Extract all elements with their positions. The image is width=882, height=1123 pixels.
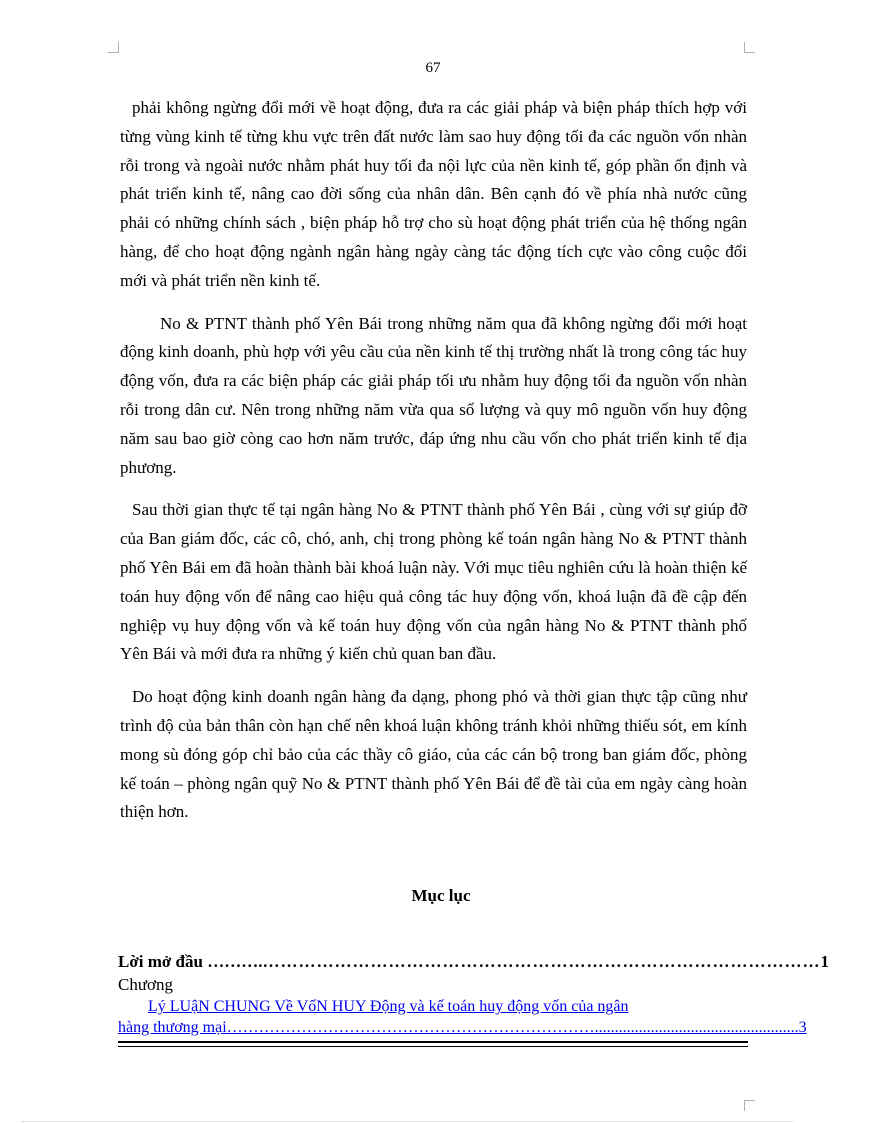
paragraph-2: No & PTNT thành phố Yên Bái trong những năm qua đã không ngừng đổi mới hoạt động kinh doanh, phù hợp với yêu cầu của nền kinh tế thị trường nhất là trong công tác huy động vốn, đưa ra các biện pháp các giải pháp tối ưu nhằm huy động tối đa nguồn vốn nhàn rỗi trong dân cư. Nên trong những năm vừa qua số lượng và quy mô nguồn vốn huy động năm sau bao giờ còng cao hơn năm trước, đáp ứng nhu cầu vốn cho phát triển kinh tế địa phương. <box>120 313 747 477</box>
paragraph-3: Sau thời gian thực tế tại ngân hàng No & PTNT thành phố Yên Bái , cùng với sự giúp đỡ của Ban giám đốc, các cô, chó, anh, chị trong phòng kế toán ngân hàng No & PTNT thành phố Yên Bái em đã hoàn thành bài khoá luận này. Với mục tiêu nghiên cứu là hoàn thiện kế toán huy động vốn để nâng cao hiệu quả công tác huy động vốn, khoá luận đã đề cập đến nghiệp vụ huy động vốn và kế toán huy động vốn của ngân hàng No & PTNT thành phố Yên Bái và mới đưa ra những ý kiến chủ quan ban đầu. <box>120 500 747 664</box>
page-bottom-rule <box>22 1121 794 1122</box>
paragraph-4: Do hoạt động kinh doanh ngân hàng đa dạng, phong phó và thời gian thực tập cũng như trình độ của bản thân còn hạn chế nên khoá luận không tránh khỏi những thiếu sót, em kính mong sù đóng góp chỉ bảo của các thầy cô giáo, của các cán bộ trong ban giám đốc, phòng kế toán – phòng ngân quỹ No & PTNT thành phố Yên Bái để đề tài của em ngày càng hoàn thiện hơn. <box>120 687 747 822</box>
toc-chapter-label: Chương <box>118 975 174 994</box>
toc-entry-intro[interactable] <box>118 950 829 974</box>
toc-entry-page: 1 <box>820 952 829 971</box>
page-corner-mark-top-right <box>744 42 755 53</box>
toc-link-title-end: hàng thương mại <box>118 1019 227 1036</box>
page-corner-mark-bottom-right <box>744 1100 755 1111</box>
toc-link-line-2 <box>118 1017 807 1038</box>
paragraph-1: phải không ngừng đổi mới về hoạt động, đưa ra các giải pháp và biện pháp thích hợp với từng vùng kinh tế từng khu vực trên đất nước làm sao huy động tối đa các nguồn vốn nhàn rỗi trong và ngoài nước nhằm phát huy tối đa nội lực của nền kinh tế, góp phần ổn định và phát triển kinh tế, nâng cao đời sống của nhân dân. Bên cạnh đó về phía nhà nước cũng phải có những chính sách , biện pháp hỗ trợ cho sù hoạt động phát triển của hệ thống ngân hàng, để cho hoạt động ngành ngân hàng ngày càng tác động tích cực vào công cuộc đổi mới và phát triển nền kinh tế. <box>120 98 747 290</box>
toc-heading: Mục lục <box>411 886 471 905</box>
toc-link-page: 3 <box>798 1019 807 1036</box>
toc-entry-title: Lời mở đầu ………. <box>118 952 263 971</box>
page-corner-mark-top-left <box>108 42 119 53</box>
toc-link-line-1: Lý LUậN CHUNG Về VốN HUY Động và kế toán huy động vốn của ngân <box>148 998 629 1015</box>
page-number: 67 <box>425 60 441 76</box>
toc-link-leader: ……………………………………………………………................................................... <box>226 1019 799 1036</box>
document-body <box>120 94 747 841</box>
toc-entry-leader: ………………………………………………………………………………… <box>262 952 821 971</box>
toc-double-rule <box>118 1041 748 1047</box>
toc-entry-chapter-1-link[interactable] <box>118 996 807 1038</box>
table-of-contents <box>118 950 829 1047</box>
